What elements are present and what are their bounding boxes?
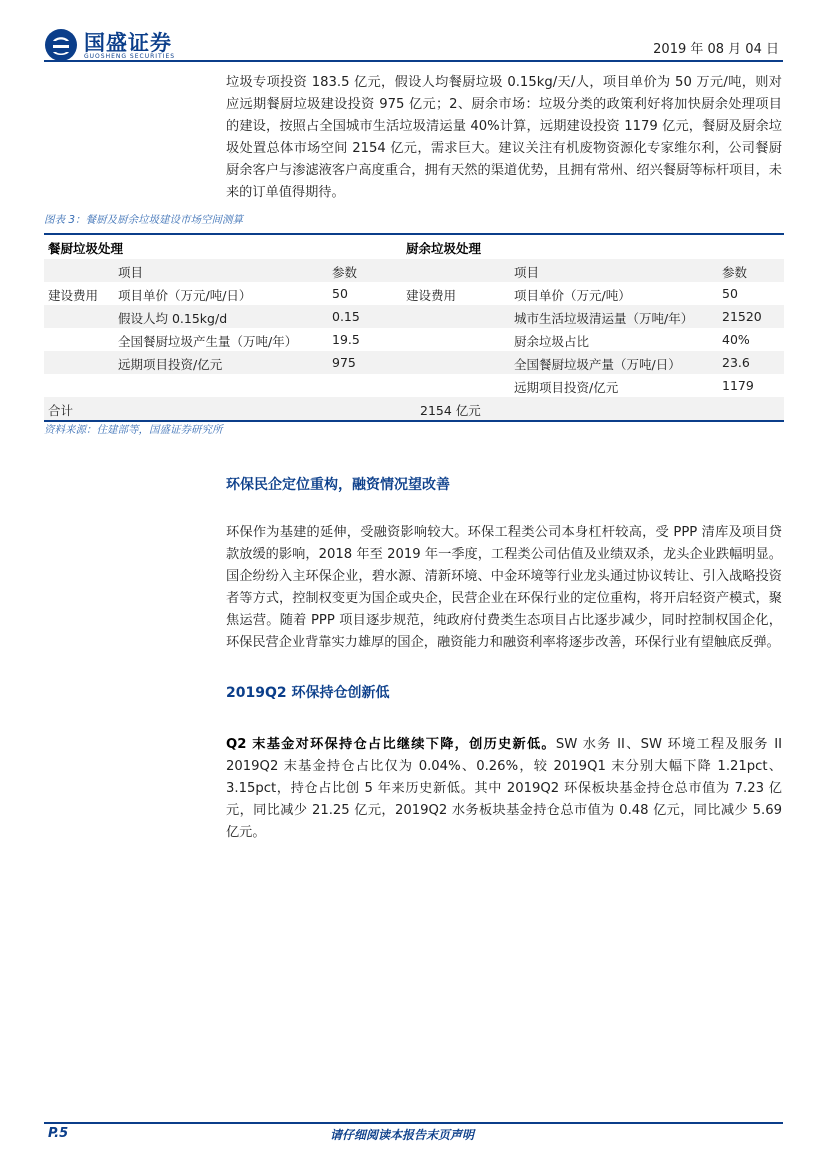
- table-total-row: [44, 397, 784, 422]
- left-value: 0.15: [332, 309, 360, 324]
- table-row: [44, 328, 784, 351]
- total-label: 合计: [48, 403, 74, 418]
- right-item: 全国餐厨垃圾产量（万吨/日）: [514, 357, 681, 372]
- left-item: 项目单价（万元/吨/日）: [118, 288, 252, 303]
- page-number: P.5: [48, 1126, 69, 1141]
- table-row: [44, 374, 784, 397]
- section1-heading: 环保民企定位重构，融资情况望改善: [226, 477, 450, 493]
- right-category: 建设费用: [406, 288, 457, 303]
- right-section-title: 厨余垃圾处理: [406, 241, 482, 256]
- market-space-table: [44, 233, 784, 422]
- table-source: 资料来源：住建部等，国盛证券研究所: [44, 424, 223, 436]
- right-value: 21520: [722, 309, 762, 324]
- section1-body: 环保作为基建的延伸，受融资影响较大。环保工程类公司本身杠杆较高，受 PPP 清库及项目贷款放缓的影响，2018 年至 2019 年一季度，工程类公司估值及业绩双杀，龙头企业跌幅明显。国企纷纷入主环保企业，碧水源、清新环境、中金环境等行业龙头通过协议转让、引入战略投资者等方式，控制权变更为国企或央企，民营企业在环保行业的定位重构，将开启轻资产模式，聚焦运营。随着 PPP 项目逐步规范，纯政府付费类生态项目占比逐步减少，同时控制权国企化，环保民营企业背靠实力雄厚的国企，融资能力和融资利率将逐步改善，环保行业有望触底反弹。: [226, 525, 782, 650]
- col-item-left: 项目: [118, 265, 144, 280]
- table-row: [44, 351, 784, 374]
- right-item: 城市生活垃圾清运量（万吨/年）: [514, 311, 694, 326]
- logo-text: 国盛证券: [84, 31, 172, 55]
- section2-body-paragraph: [226, 734, 782, 844]
- left-section-title: 餐厨垃圾处理: [48, 241, 124, 256]
- left-value: 975: [332, 355, 356, 370]
- company-logo: [44, 24, 184, 64]
- section2-body: SW 水务 II、SW 环境工程及服务 II 2019Q2 末基金持仓占比仅为 0.04%、0.26%，较 2019Q1 末分别大幅下降 1.21pct、3.15pct，持仓占比创 5 年来历史新低。其中 2019Q2 环保板块基金持仓总市值为 7.23 亿元，同比减少 21.25 亿元，2019Q2 水务板块基金持仓总市值为 0.48 亿元，同比减少 5.69 亿元。: [226, 737, 782, 840]
- left-value: 19.5: [332, 332, 360, 347]
- table-row: [44, 282, 784, 305]
- right-item: 厨余垃圾占比: [514, 334, 590, 349]
- left-value: 50: [332, 286, 348, 301]
- table-caption: 图表 3：餐厨及厨余垃圾建设市场空间测算: [44, 214, 244, 226]
- intro-paragraph: 垃圾专项投资 183.5 亿元，假设人均餐厨垃圾 0.15kg/天/人，项目单价为 50 万元/吨，则对应远期餐厨垃圾建设投资 975 亿元；2、厨余市场：垃圾分类的政策利好将加快厨余处理项目的建设，按照占全国城市生活垃圾清运量 40%计算，远期建设投资 1179 亿元，餐厨及厨余垃圾处置总体市场空间 2154 亿元，需求巨大。建议关注有机废物资源化专家维尔利，公司餐厨厨余客户与渗滤液客户高度重合，拥有天然的渠道优势，且拥有常州、绍兴餐厨等标杆项目，未来的订单值得期待。: [226, 75, 782, 200]
- left-item: 假设人均 0.15kg/d: [118, 311, 228, 326]
- right-value: 1179: [722, 378, 754, 393]
- right-item: 项目单价（万元/吨）: [514, 288, 631, 303]
- total-value: 2154 亿元: [420, 403, 481, 418]
- report-date: 2019 年 08 月 04 日: [653, 42, 779, 57]
- col-param-right: 参数: [722, 265, 748, 280]
- logo-subtext: GUOSHENG SECURITIES: [84, 53, 176, 60]
- logo-mark-icon: [44, 28, 78, 62]
- footer-disclaimer: 请仔细阅读本报告末页声明: [330, 1128, 475, 1142]
- col-param-left: 参数: [332, 265, 358, 280]
- section2-heading: 2019Q2 环保持仓创新低: [226, 685, 390, 701]
- right-value: 50: [722, 286, 738, 301]
- right-value: 23.6: [722, 355, 750, 370]
- table-row: [44, 305, 784, 328]
- left-item: 全国餐厨垃圾产生量（万吨/年）: [118, 334, 298, 349]
- col-item-right: 项目: [514, 265, 540, 280]
- left-category: 建设费用: [48, 288, 99, 303]
- right-item: 远期项目投资/亿元: [514, 380, 619, 395]
- table-column-header: [44, 259, 784, 282]
- table-section-header: [44, 233, 784, 259]
- footer-divider: [44, 1122, 783, 1124]
- right-value: 40%: [722, 332, 750, 347]
- header-divider: [44, 60, 783, 62]
- left-item: 远期项目投资/亿元: [118, 357, 223, 372]
- section2-lead: Q2 末基金对环保持仓占比继续下降，创历史新低。: [226, 737, 556, 752]
